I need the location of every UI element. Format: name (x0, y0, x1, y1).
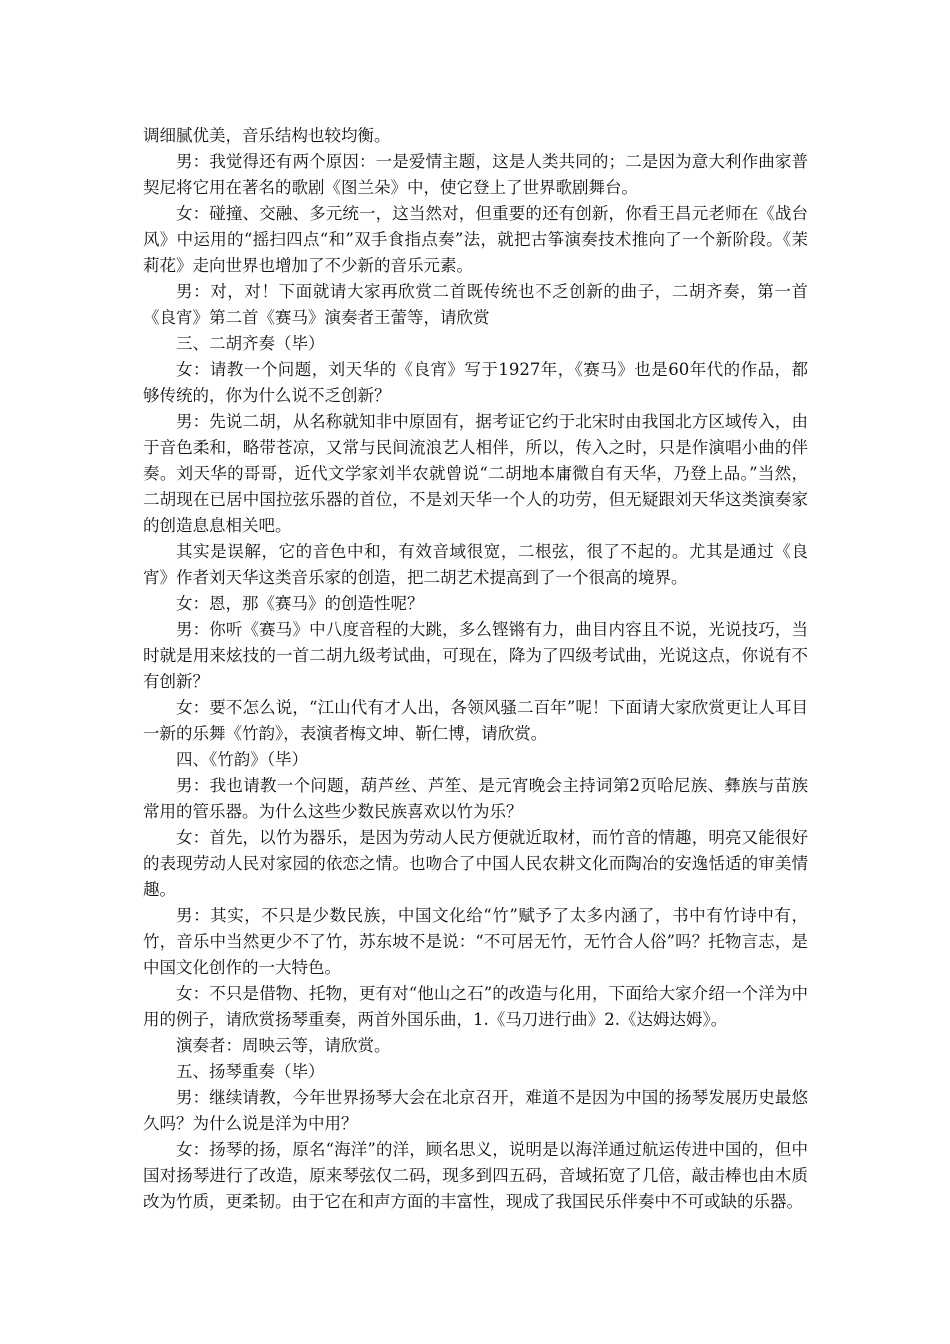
section-heading-5: 五、扬琴重奏（毕） (176, 1062, 325, 1081)
paragraph-8: 其实是误解，它的音色中和，有效音域很宽，二根弦，很了不起的。尤其是通过《良宵》作者刘天华这类音乐家的创造，把二胡艺术提高到了一个很高的境界。 (143, 542, 808, 587)
paragraph-10: 男：你听《赛马》中八度音程的大跳，多么铿锵有力，曲目内容且不说，光说技巧，当时就是用来炫技的一首二胡九级考试曲，可现在，降为了四级考试曲，光说这点，你说有不有创新？ (143, 620, 808, 691)
paragraph-15: 男：其实，不只是少数民族，中国文化给“竹”赋予了太多内涵了，书中有竹诗中有，竹，音乐中当然更少不了竹，苏东坡不是说：“不可居无竹，无竹合人俗”吗？托物言志，是中国文化创作的一大特色。 (143, 906, 808, 977)
paragraph-20: 女：扬琴的扬，原名“海洋”的洋，顾名思义，说明是以海洋通过航运传进中国的，但中国对扬琴进行了改造，原来琴弦仅二码，现多到四五码，音域拓宽了几倍，敲击棒也由木质改为竹质，更柔韧。由于它在和声方面的丰富性，现成了我国民乐伴奏中不可或缺的乐器。 (143, 1140, 808, 1211)
section-heading-4: 四、《竹韵》（毕） (176, 750, 308, 769)
paragraph-19: 男：继续请教，今年世界扬琴大会在北京召开，难道不是因为中国的扬琴发展历史最悠久吗？为什么说是洋为中用？ (143, 1088, 808, 1133)
section-heading-3: 三、二胡齐奏（毕） (176, 334, 325, 353)
paragraph-16: 女：不只是借物、托物，更有对“他山之石”的改造与化用，下面给大家介绍一个洋为中用的例子，请欣赏扬琴重奏，两首外国乐曲，1.《马刀进行曲》2.《达姆达姆》。 (143, 984, 808, 1029)
paragraph-11: 女：要不怎么说，“江山代有才人出，各领风骚二百年”呢！下面请大家欣赏更让人耳目一新的乐舞《竹韵》，表演者梅文坤、靳仁博，请欣赏。 (143, 698, 808, 743)
paragraph-7: 男：先说二胡，从名称就知非中原固有，据考证它约于北宋时由我国北方区域传入，由于音色柔和，略带苍凉，又常与民间流浪艺人相伴，所以，传入之时，只是作演唱小曲的伴奏。刘天华的哥哥，近代文学家刘半农就曾说“二胡地本庸微自有天华，乃登上品。”当然，二胡现在已居中国拉弦乐器的首位，不是刘天华一个人的功劳，但无疑跟刘天华这类演奏家的创造息息相关吧。 (143, 412, 808, 535)
paragraph-6: 女：请教一个问题，刘天华的《良宵》写于1927年，《赛马》也是60年代的作品，都够传统的，你为什么说不乏创新？ (143, 360, 808, 405)
paragraph-9: 女：恩，那《赛马》的创造性呢？ (176, 594, 424, 613)
paragraph-4: 男：对，对！下面就请大家再欣赏二首既传统也不乏创新的曲子，二胡齐奏，第一首《良宵》第二首《赛马》演奏者王蕾等，请欣赏 (143, 282, 808, 327)
document-body (143, 123, 808, 1215)
paragraph-1: 调细腻优美，音乐结构也较均衡。 (143, 126, 391, 145)
paragraph-13: 男：我也请教一个问题，葫芦丝、芦笙、是元宵晚会主持词第2页哈尼族、彝族与苗族常用的管乐器。为什么这些少数民族喜欢以竹为乐？ (143, 776, 808, 821)
paragraph-3: 女：碰撞、交融、多元统一，这当然对，但重要的还有创新，你看王昌元老师在《战台风》中运用的“摇扫四点“和”双手食指点奏”法，就把古筝演奏技术推向了一个新阶段。《茉莉花》走向世界也增加了不少新的音乐元素。 (143, 204, 808, 275)
paragraph-2: 男：我觉得还有两个原因：一是爱情主题，这是人类共同的；二是因为意大利作曲家普契尼将它用在著名的歌剧《图兰朵》中，使它登上了世界歌剧舞台。 (143, 152, 808, 197)
paragraph-14: 女：首先，以竹为器乐，是因为劳动人民方便就近取材，而竹音的情趣，明亮又能很好的表现劳动人民对家园的依恋之情。也吻合了中国人民农耕文化而陶冶的安逸恬适的审美情趣。 (143, 828, 808, 899)
paragraph-17: 演奏者：周映云等，请欣赏。 (176, 1036, 391, 1055)
